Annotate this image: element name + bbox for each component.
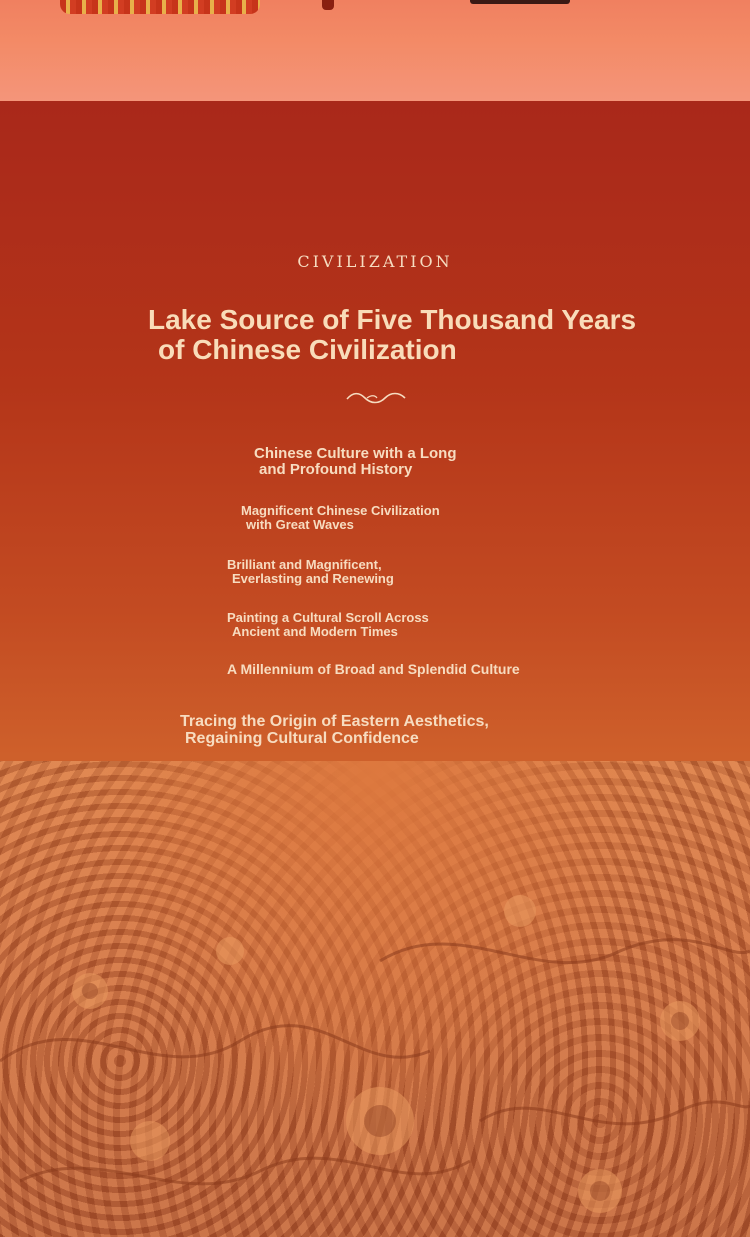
red-object xyxy=(322,0,334,10)
dragon-relief-svg xyxy=(0,761,750,1237)
dragon-carving-relief-image xyxy=(0,761,750,1237)
dark-object xyxy=(470,0,570,4)
item-line-1: Brilliant and Magnificent, xyxy=(227,557,382,572)
item-line-1: Painting a Cultural Scroll Across xyxy=(227,610,429,625)
list-item xyxy=(254,446,457,478)
item-line-2: with Great Waves xyxy=(246,517,354,532)
list-item xyxy=(227,611,429,639)
top-product-photo-strip xyxy=(0,0,750,101)
list-item xyxy=(241,504,440,532)
civilization-section xyxy=(0,101,750,1237)
item-line-1: A Millennium of Broad and Splendid Culture xyxy=(227,661,520,677)
list-item xyxy=(180,713,489,747)
item-line-2: Regaining Cultural Confidence xyxy=(185,730,419,747)
item-line-1: Tracing the Origin of Eastern Aesthetics, xyxy=(180,713,489,730)
wave-divider-icon xyxy=(345,388,407,408)
item-line-1: Magnificent Chinese Civilization xyxy=(241,503,440,518)
list-item xyxy=(227,558,394,586)
list-item xyxy=(227,662,520,676)
item-line-2: Everlasting and Renewing xyxy=(232,571,394,586)
item-line-2: Ancient and Modern Times xyxy=(232,624,398,639)
item-line-2: and Profound History xyxy=(259,461,413,478)
headline-line-2: of Chinese Civilization xyxy=(158,334,457,365)
section-headline xyxy=(148,305,748,365)
section-eyebrow-label: CIVILIZATION xyxy=(297,252,453,271)
item-line-1: Chinese Culture with a Long xyxy=(254,445,457,462)
decorated-object xyxy=(60,0,260,14)
headline-line-1: Lake Source of Five Thousand Years xyxy=(148,304,637,335)
